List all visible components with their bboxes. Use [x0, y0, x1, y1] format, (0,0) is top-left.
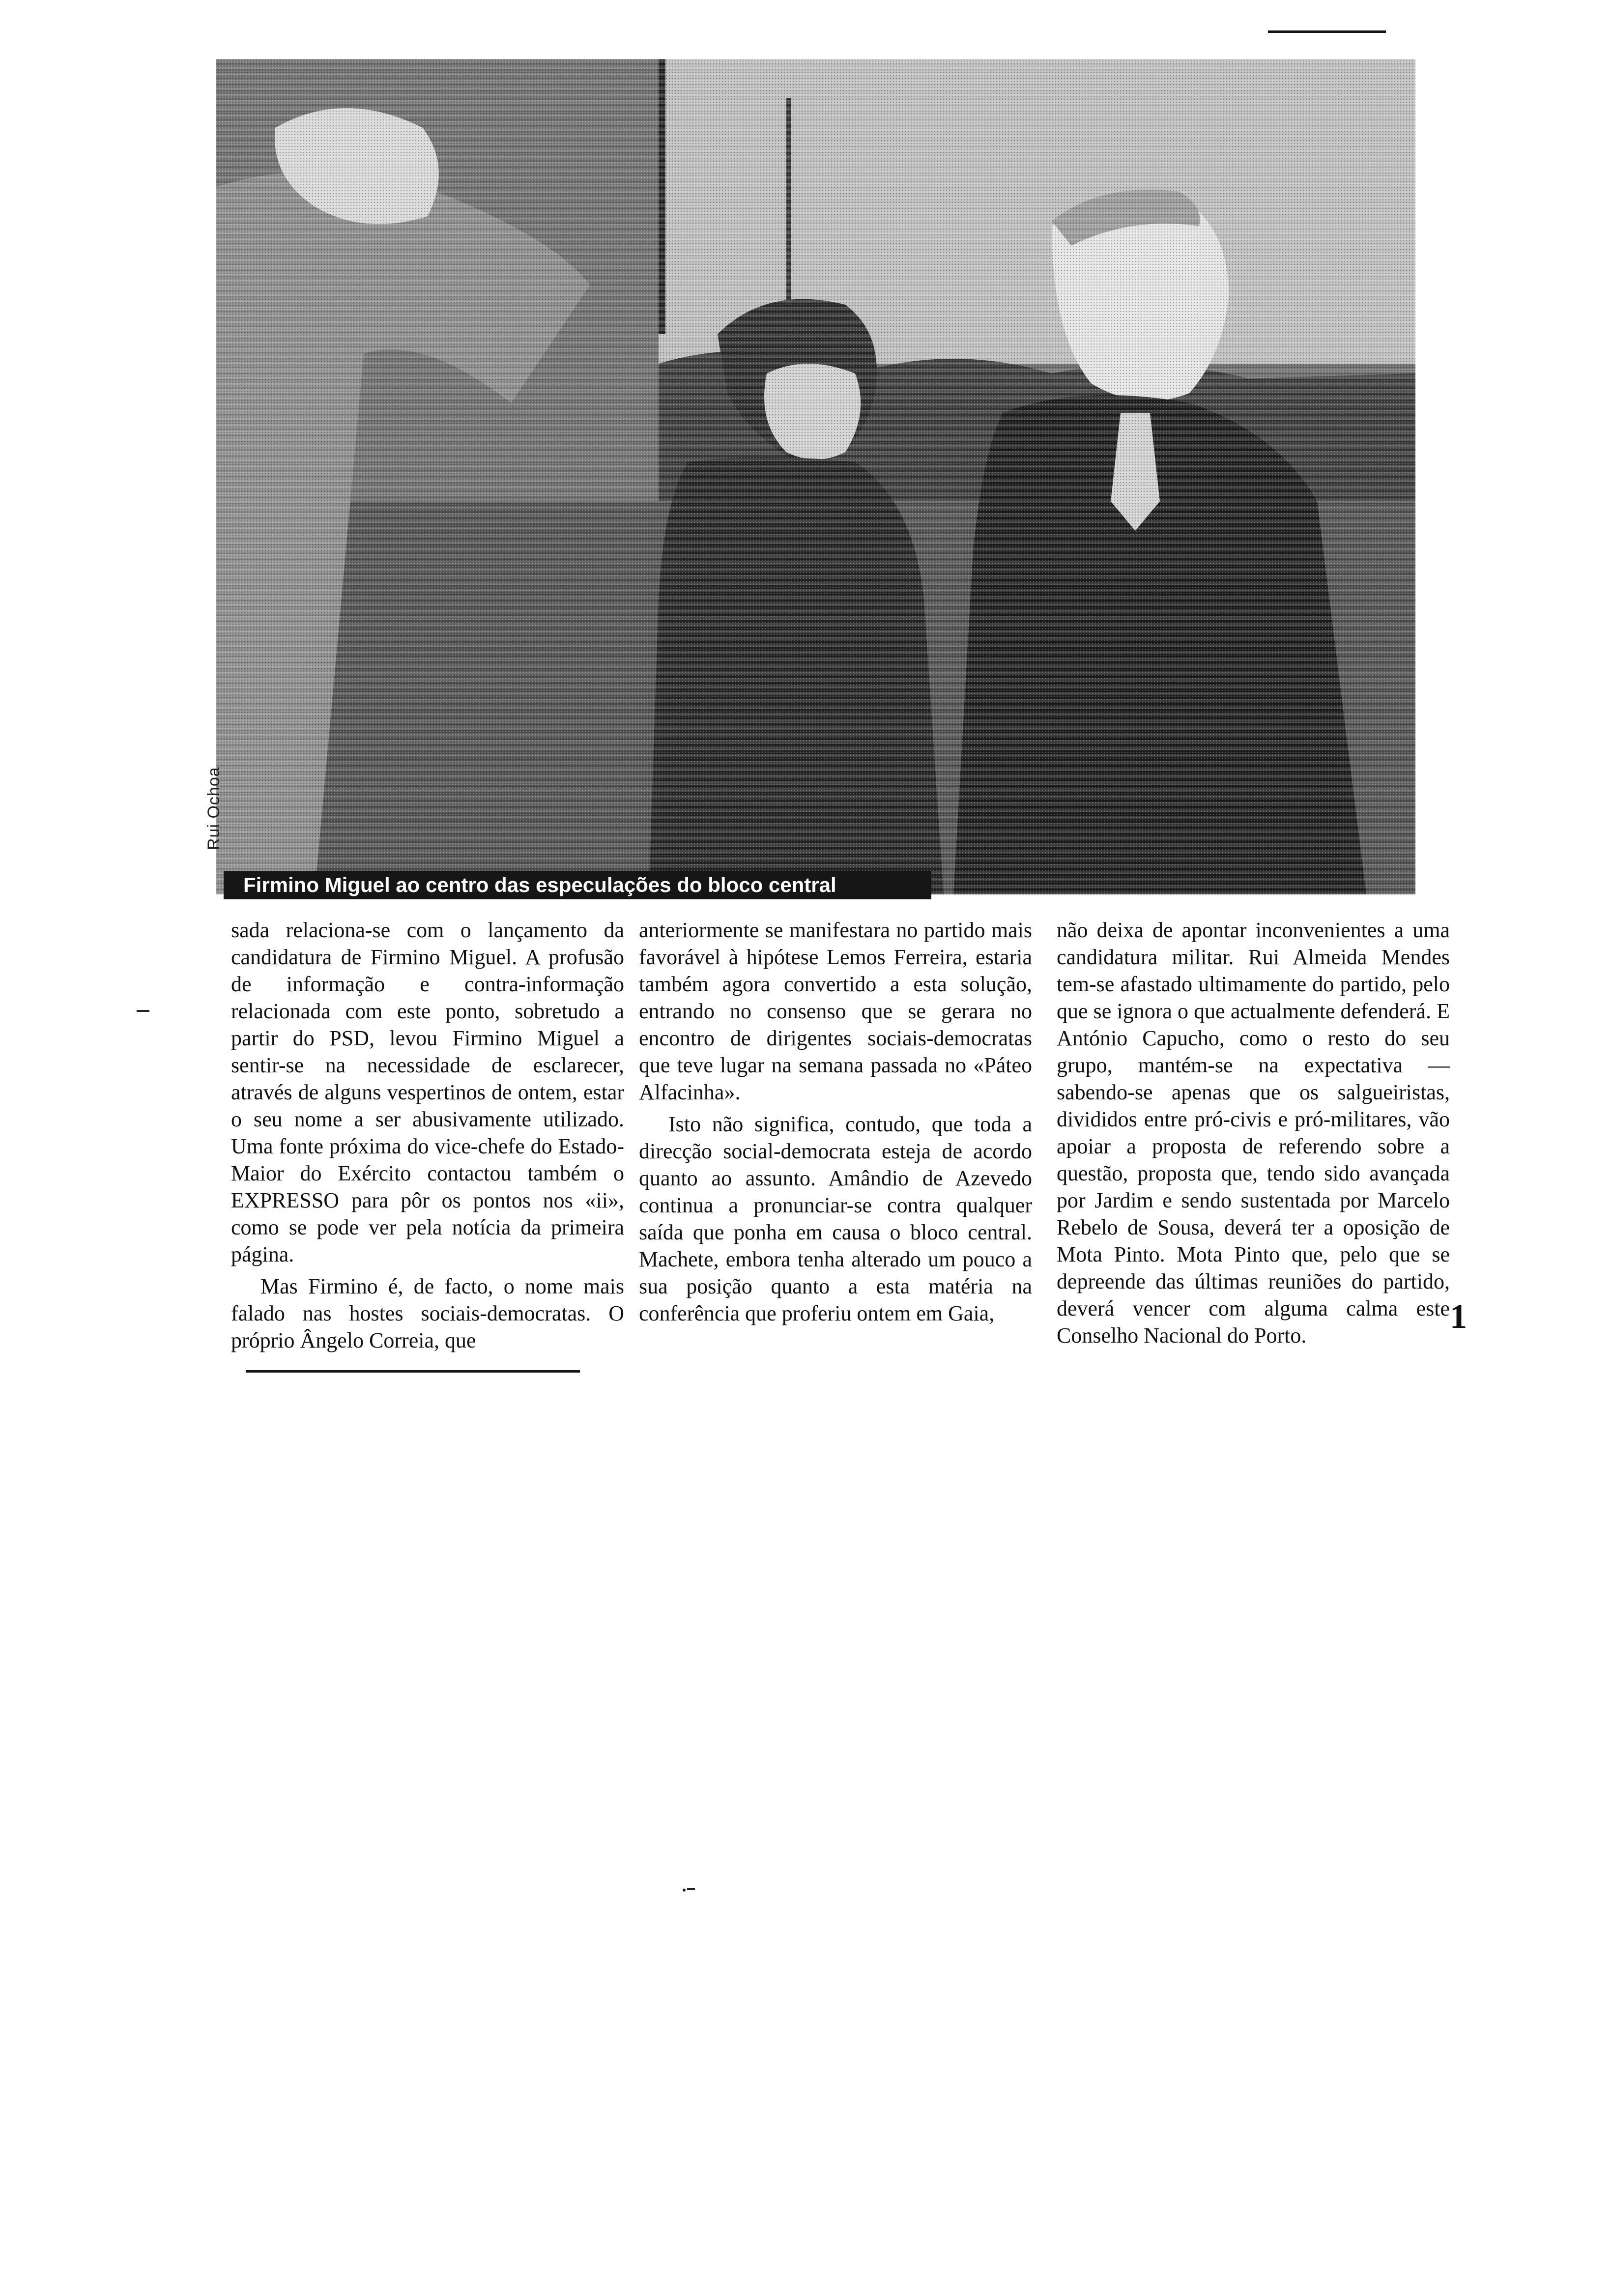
top-right-rule	[1268, 30, 1386, 33]
article-column-2	[639, 917, 1032, 1327]
paragraph: não deixa de apontar inconvenientes a uma candidatura militar. Rui Almeida Mendes tem-se afastado ultimamente do partido, pelo que se ignora o que actualmente defenderá. E António Capucho, como o resto do seu grupo, mantém-se na expectativa — sabendo-se apenas que os salgueiristas, divididos entre pró-civis e pró-militares, vão apoiar a proposta de referendo sobre a questão, proposta que, tendo sido avançada por Jardim e sendo sustentada por Marcelo Rebelo de Sousa, deverá ter a oposição de Mota Pinto. Mota Pinto que, pelo que se depreende das últimas reuniões do partido, deverá vencer com alguma calma este Conselho Nacional do Porto.	[1057, 918, 1450, 1348]
paragraph: Mas Firmino é, de facto, o nome mais falado nas hostes sociais-democratas. O próprio Ângelo Correia, que	[231, 1274, 624, 1352]
news-photo	[216, 59, 1415, 894]
paragraph: Isto não significa, contudo, que toda a direcção social-democrata esteja de acordo quanto ao assunto. Amândio de Azevedo continua a pronunciar-se contra qualquer saída que ponha em causa o bloco central. Machete, embora tenha alterado um pouco a sua posição quanto a esta matéria na conferência que proferiu ontem em Gaia,	[639, 1112, 1032, 1325]
photo-caption: Firmino Miguel ao centro das especulações do bloco central	[224, 871, 931, 899]
paragraph: anteriormente se manifestara no partido mais favorável à hipótese Lemos Ferreira, estaria também agora convertido a esta solução, entrando no consenso que se gerara no encontro de dirigentes sociais-democratas que teve lugar na semana passada no «Páteo Alfacinha».	[639, 918, 1032, 1104]
bottom-left-rule	[246, 1370, 580, 1373]
photo-credit: Rui Ochoa	[204, 767, 223, 850]
page-mark: 1	[1450, 1298, 1467, 1336]
article-column-3	[1057, 917, 1450, 1349]
paragraph: sada relaciona-se com o lançamento da candidatura de Firmino Miguel. A profusão de informação e contra-informação relacionada com este ponto, sobretudo a partir do PSD, levou Firmino Miguel a sentir-se na necessidade de esclarecer, através de alguns vespertinos de ontem, estar o seu nome a ser abusivamente utilizado. Uma fonte próxima do vice-chefe do Estado-Maior do Exército contactou também o EXPRESSO para pôr os pontos nos «ii», como se pode ver pela notícia da primeira página.	[231, 918, 624, 1266]
photo-illustration	[216, 59, 1415, 894]
article-column-1	[231, 917, 624, 1354]
